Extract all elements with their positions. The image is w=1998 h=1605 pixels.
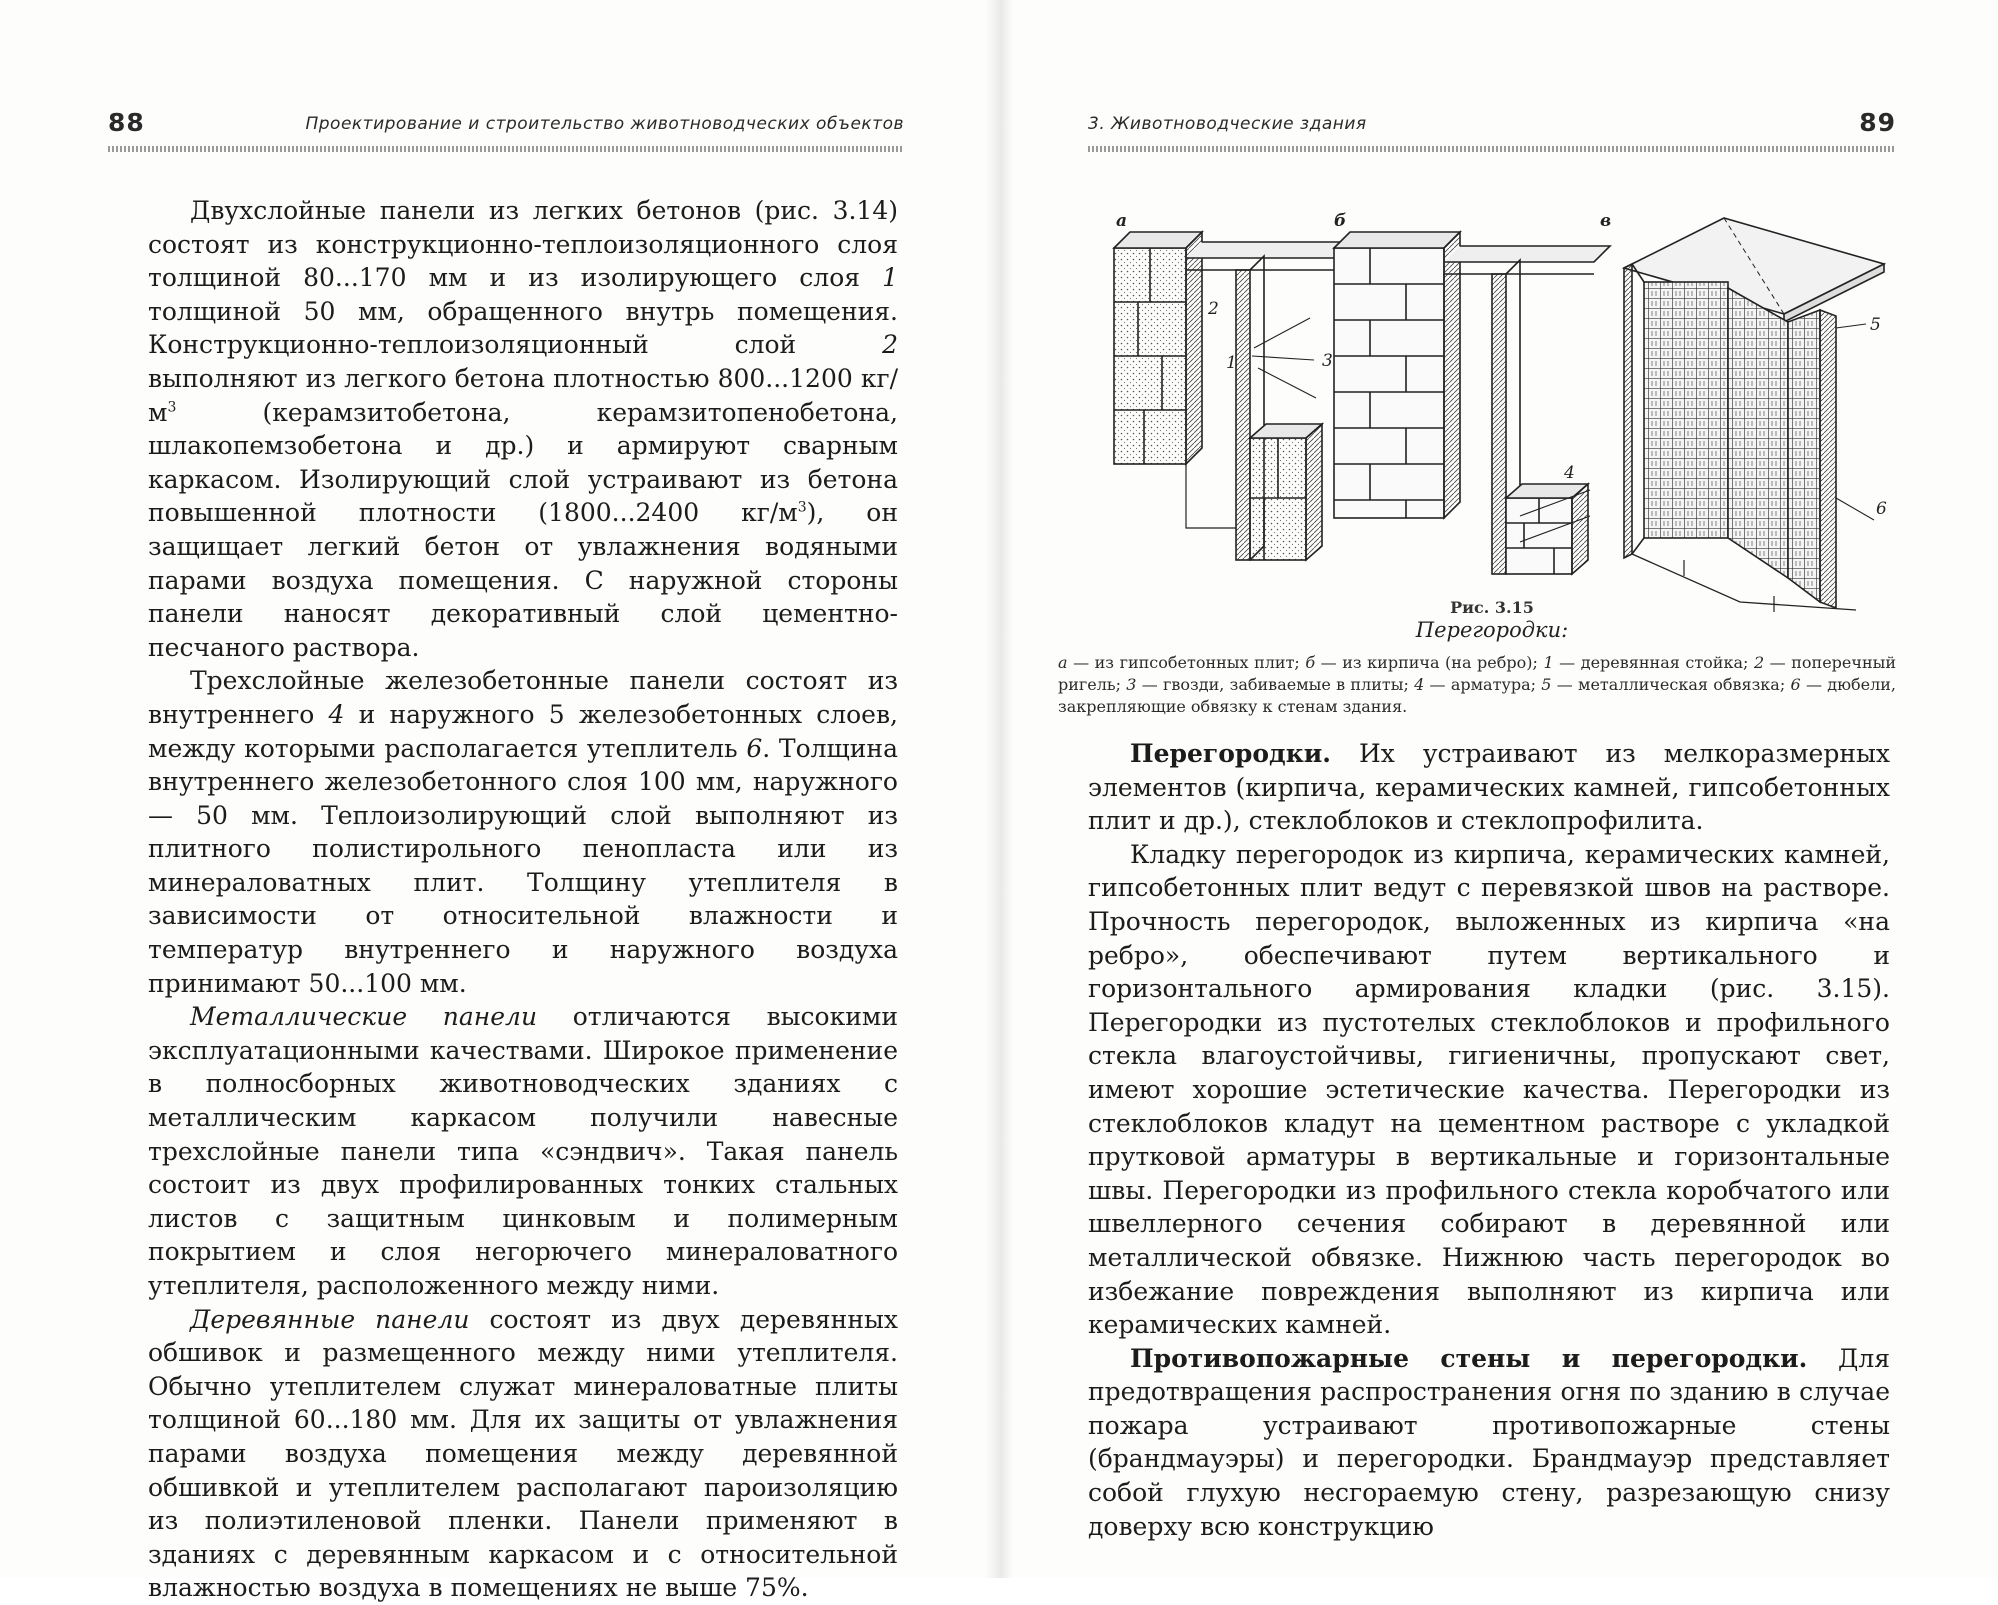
paragraph-three-layer-panels: Трехслойные железобетонные панели состоят из внутреннего 4 и наружного 5 железобетонных слоев, между которыми располагается утеплитель 6. Толщина внутреннего железобетонного слоя 100 мм, наружного — 50 мм. Теплоизолирующий слой выполняют из плитного полистирольного пенопласта или из минераловатных плит. Толщину утеплителя в зависимости от относительной влажности и температур внутреннего и наружного воздуха принимают 50...100 мм. (148, 666, 898, 998)
drawing-a-gypsum-partition (1114, 232, 1350, 560)
callout-3: 3 (1322, 351, 1333, 371)
left-body-text (148, 194, 898, 1605)
paragraph-metal-panels: Металлические панели отличаются высокими эксплуатационными качествами. Широкое применение в полносборных животноводческих зданиях с металлическим каркасом получили навесные трехслойные панели типа «сэндвич». Такая панель состоит из двух профилированных тонких стальных листов с защитным цинковым и полимерным покрытием и слоя негорючего минераловатного утеплителя, расположенного между ними. (148, 1002, 898, 1300)
figure-number: Рис. 3.15 (1450, 598, 1534, 617)
callout-1: 1 (1226, 353, 1237, 373)
paragraph-masonry: Кладку перегородок из кирпича, керамических камней, гипсобетонных плит ведут с перевязкой швов на растворе. Прочность перегородок, выложенных из кирпича «на ребро», обеспечивают путем вертикального и горизонтального армирования кладки (рис. 3.15). Перегородки из пустотелых стеклоблоков и профильного стекла влагоустойчивы, гигиеничны, пропускают свет, имеют хорошие эстетические качества. Перегородки из стеклоблоков кладут на цементном растворе с укладкой прутковой арматуры в вертикальные и горизонтальные швы. Перегородки из профильного стекла коробчатого или швеллерного сечения собирают в деревянной или металлической обвязке. Нижнюю часть перегородок во избежание повреждения выполняют из кирпича или керамических камней. (1088, 839, 1890, 1340)
right-page-number: 89 (1859, 108, 1896, 137)
right-body-text (1088, 737, 1890, 1543)
left-running-title: Проектирование и строительство животноводческих объектов (305, 114, 904, 134)
paragraph-two-layer-panels: Двухслойные панели из легких бетонов (рис. 3.14) состоят из конструкционно-теплоизоляционного слоя толщиной 80...170 мм и из изолирующего слоя 1 толщиной 50 мм, обращенного внутрь помещения. Конструкционно-теплоизоляционный слой 2 выполняют из легкого бетона плотностью 800...1200 $кг/м^3$ (керамзитобетона, керамзитопенобетона, шлакопемзобетона и др.) и армируют сварным каркасом. Изолирующий слой устраивают из бетона повышенной плотности (1800...2400 $кг/м^3$), он защищает легкий бетон от увлажнения водяными парами воздуха помещения. С наружной стороны панели наносят декоративный слой цементно-песчаного раствора. (148, 196, 898, 662)
callout-5: 5 (1870, 315, 1881, 335)
right-running-title: 3. Животноводческие здания (1088, 114, 1367, 134)
label-v: в (1600, 211, 1612, 231)
right-running-head (1088, 108, 1896, 142)
right-page (1010, 0, 1998, 1578)
left-page-number: 88 (108, 108, 145, 137)
callout-4: 4 (1564, 463, 1575, 483)
left-page (0, 0, 990, 1603)
heading-firewalls: Противопожарные стены и перегородки. (1130, 1343, 1808, 1373)
label-a: а (1116, 211, 1128, 231)
partitions-drawing (1084, 198, 1894, 618)
figure-legend: а — из гипсобетонных плит; б — из кирпича (на ребро); 1 — деревянная стойка; 2 — поперечный ригель; 3 — гвозди, забиваемые в плиты; 4 — арматура; 5 — металлическая обвязка; 6 — дюбели, закрепляющие обвязку к стенам здания. (1058, 653, 1897, 716)
term-wooden-panels: Деревянные панели (190, 1304, 470, 1334)
left-header-rule (108, 146, 904, 152)
callout-6: 6 (1876, 499, 1887, 519)
label-b: б (1334, 211, 1347, 231)
left-running-head (108, 108, 904, 142)
figure-title: Перегородки: (1415, 618, 1569, 642)
paragraph-partitions: Перегородки. Их устраивают из мелкоразмерных элементов (кирпича, керамических камней, гипсобетонных плит и др.), стеклоблоков и стеклопрофилита. (1088, 739, 1890, 836)
right-header-rule (1088, 146, 1896, 152)
paragraph-wooden-panels: Деревянные панели состоят из двух деревянных обшивок и размещенного между ними утеплителя. Обычно утеплителем служат минераловатные плиты толщиной 60...180 мм. Для их защиты от увлажнения парами воздуха помещения между деревянной обшивкой и утеплителем располагают пароизоляцию из полиэтиленовой пленки. Панели применяют в зданиях с деревянным каркасом и с относительной влажностью воздуха в помещениях не выше 75%. (148, 1304, 898, 1603)
drawing-c-glassblock-partition (1624, 218, 1884, 612)
callout-2: 2 (1208, 299, 1219, 319)
drawing-b-brick-partition (1334, 232, 1610, 574)
heading-partitions: Перегородки. (1130, 739, 1332, 768)
term-metal-panels: Металлические панели (190, 1002, 538, 1032)
paragraph-firewalls: Противопожарные стены и перегородки. Для предотвращения распространения огня по зданию в случае пожара устраивают противопожарные стены (брандмауэры) и перегородки. Брандмауэр представляет собой глухую несгораемую стену, разрезающую снизу доверху всю конструкцию (1088, 1343, 1890, 1541)
figure-partitions (1084, 198, 1894, 618)
